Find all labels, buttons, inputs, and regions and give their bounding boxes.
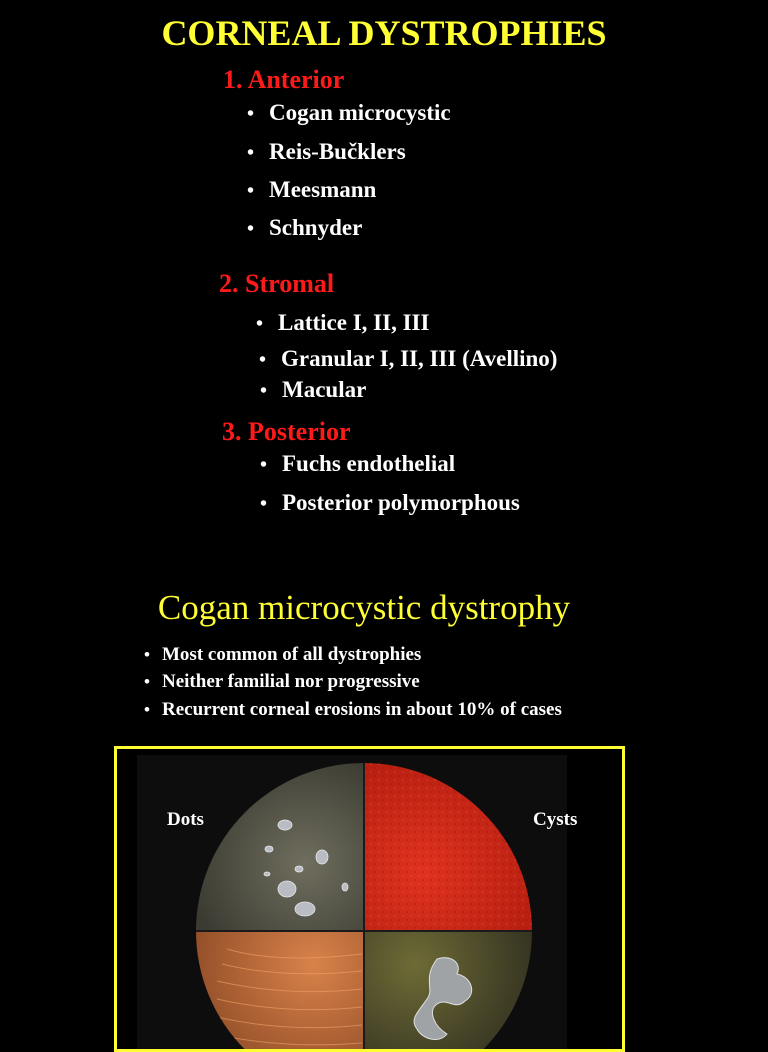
bullet-icon: • — [259, 349, 267, 371]
list-item: • Most common of all dystrophies — [144, 644, 422, 665]
section-heading-stromal: 2. Stromal — [219, 269, 335, 298]
bullet-icon: • — [144, 645, 150, 664]
list-item: • Posterior polymorphous — [260, 490, 520, 515]
bullet-icon: • — [144, 672, 150, 691]
bullet-icon: • — [256, 313, 264, 335]
bullet-icon: • — [144, 700, 150, 719]
list-item: • Cogan microcystic — [247, 100, 451, 125]
cornea-illustration — [117, 749, 622, 1049]
bullet-icon: • — [260, 454, 268, 476]
list-item: • Granular I, II, III (Avellino) — [259, 346, 558, 371]
list-item: • Reis-Bučklers — [247, 139, 406, 164]
list-item: • Fuchs endothelial — [260, 451, 456, 476]
list-item: • Meesmann — [247, 177, 377, 202]
list-item: • Recurrent corneal erosions in about 10% of cases — [144, 699, 562, 720]
figure-label-cysts: Cysts — [533, 809, 578, 830]
list-item: • Macular — [260, 377, 367, 402]
bullet-icon: • — [260, 493, 268, 515]
page-title: CORNEAL DYSTROPHIES — [161, 13, 607, 53]
bullet-icon: • — [260, 380, 268, 402]
bullet-icon: • — [247, 142, 255, 164]
section-heading-anterior: 1. Anterior — [223, 65, 345, 94]
figure-frame — [114, 746, 625, 1052]
figure-label-dots: Dots — [167, 809, 204, 830]
list-item: • Lattice I, II, III — [256, 310, 430, 335]
list-item: • Schnyder — [247, 215, 363, 240]
bullet-icon: • — [247, 180, 255, 202]
section-heading-posterior: 3. Posterior — [222, 417, 351, 446]
bullet-icon: • — [247, 103, 255, 125]
bullet-icon: • — [247, 218, 255, 240]
slide-title: Cogan microcystic dystrophy — [157, 588, 571, 627]
list-item: • Neither familial nor progressive — [144, 671, 420, 692]
